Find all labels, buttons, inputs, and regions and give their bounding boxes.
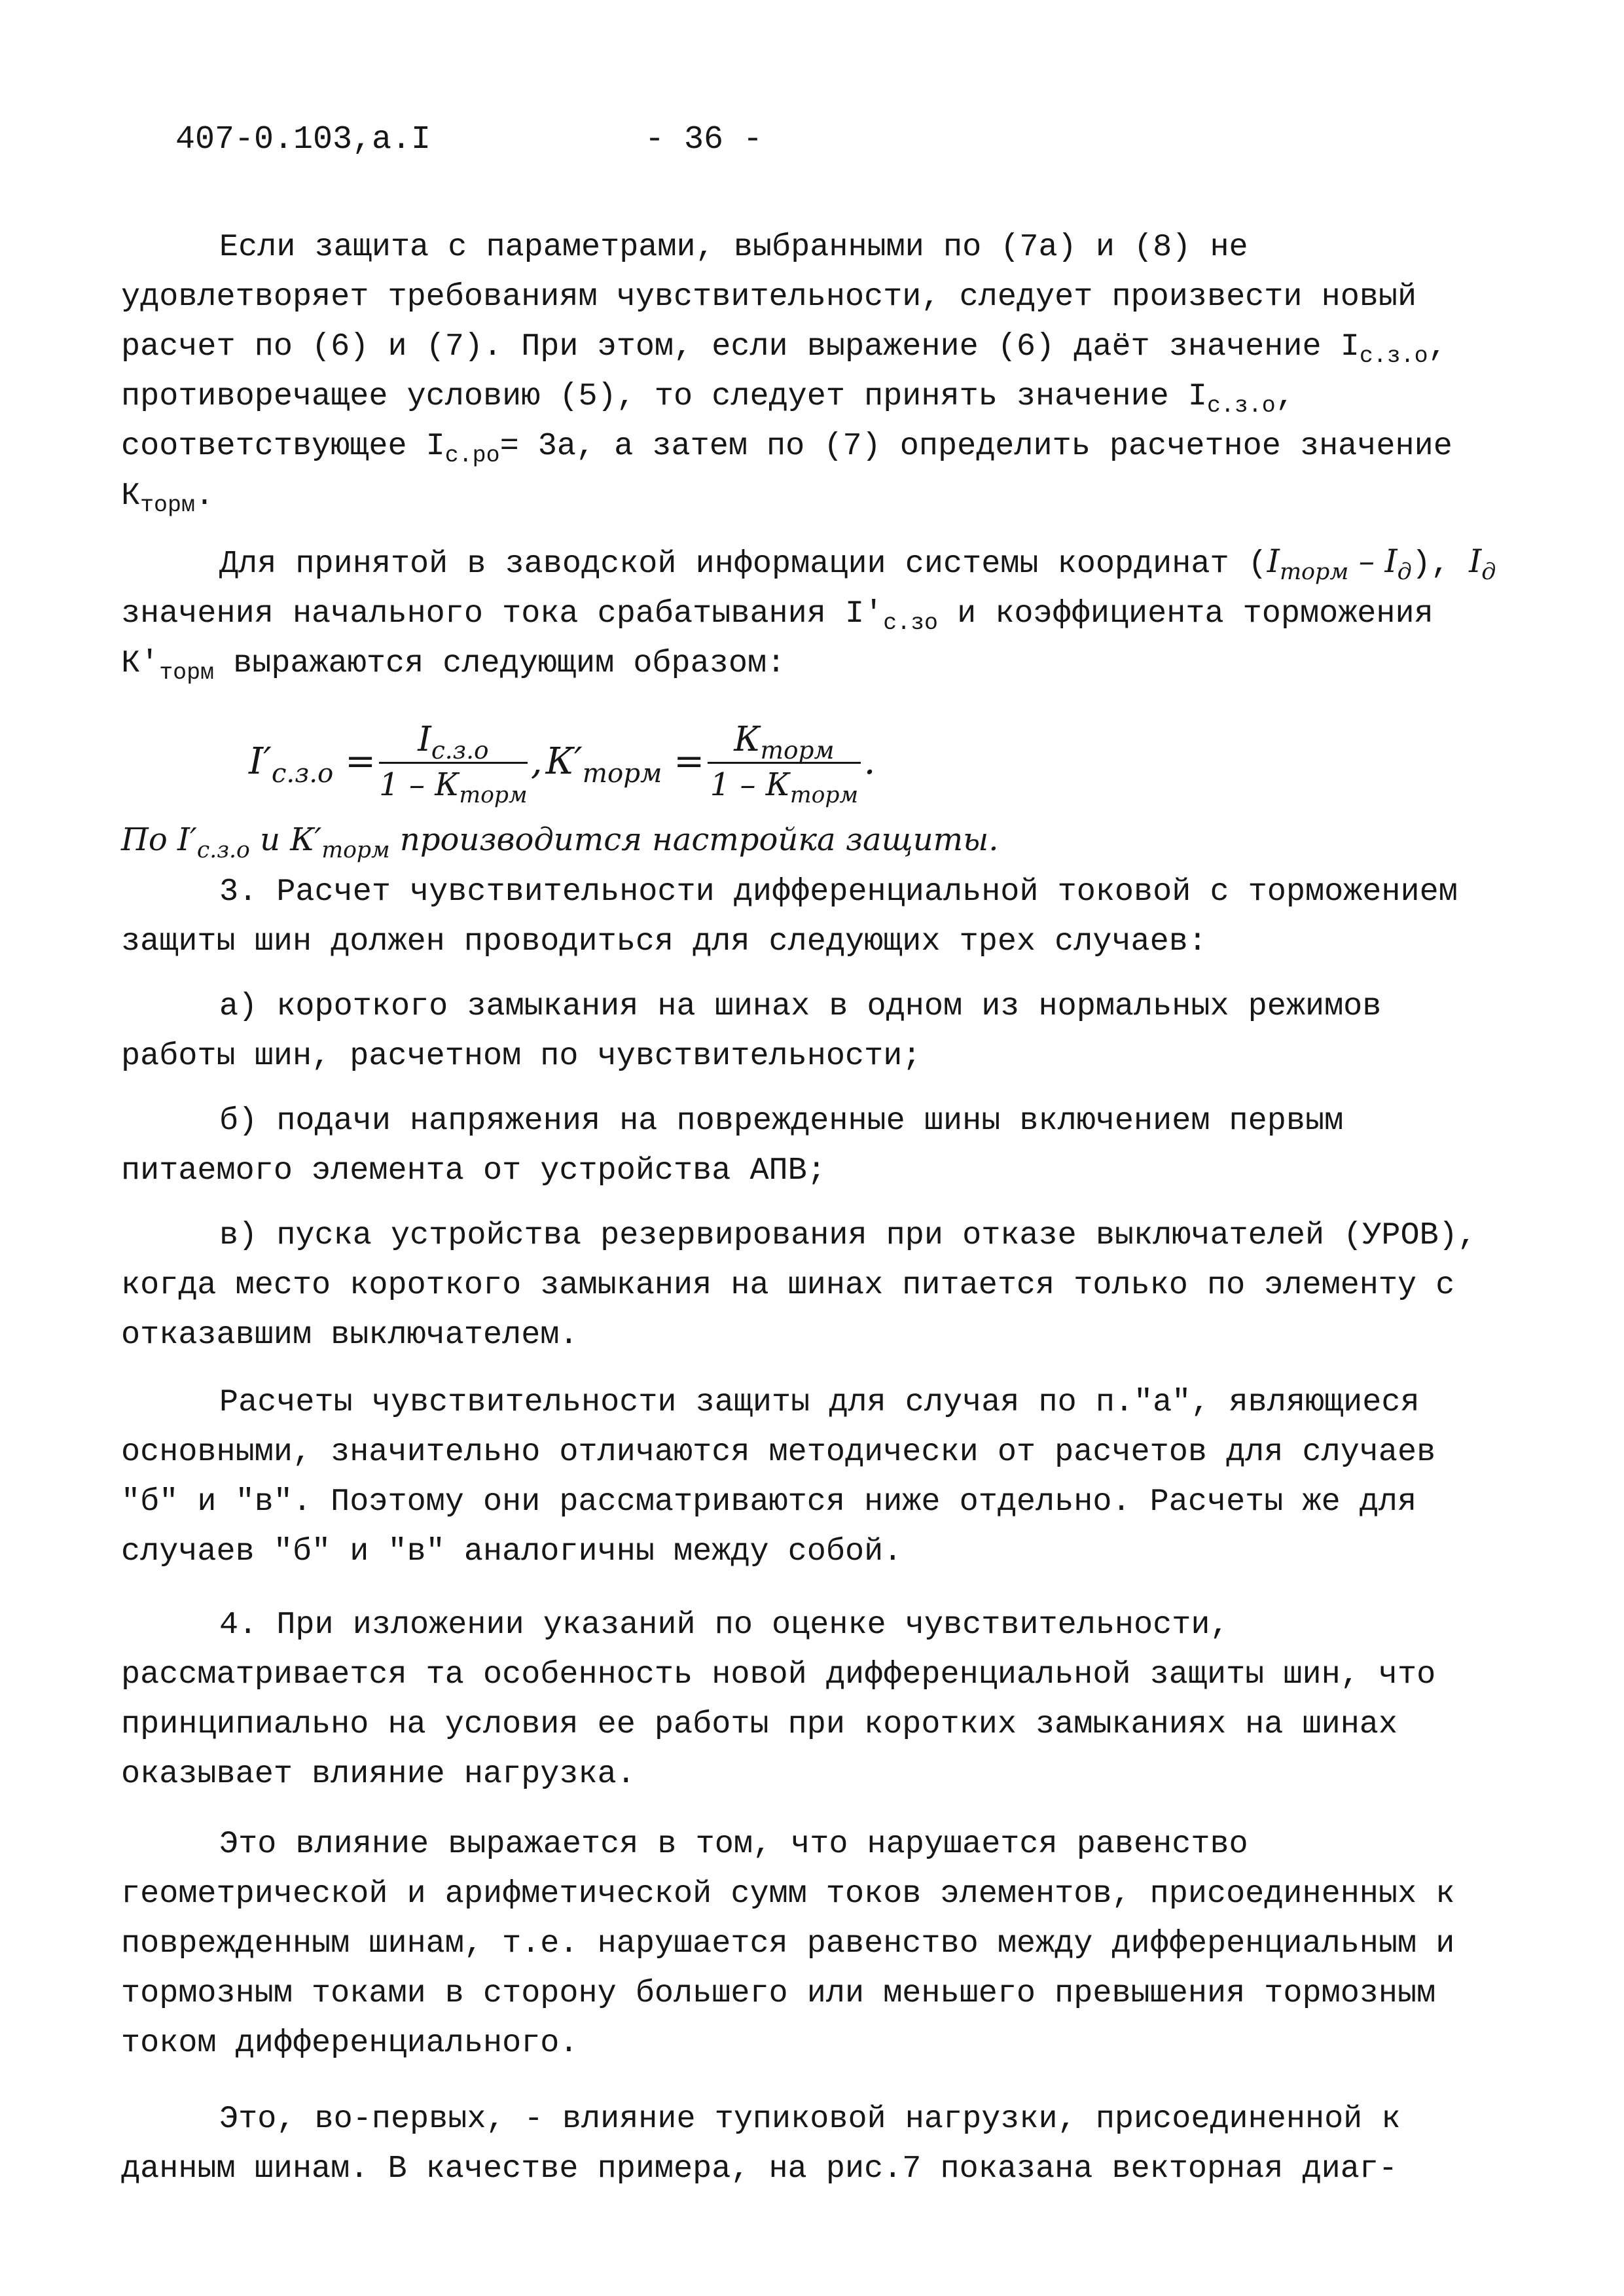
paragraph-6: Это влияние выражается в том, что нарушается равенство геометрической и арифметической сумм токов элементов, присоединенных к поврежденным шинам, т.е. нарушается равенство между дифференциальным и тормозным токами в сторону большего или меньшего превышения тормозным током дифференциального. — [121, 1826, 1455, 2061]
fraction-1: $\frac{I_{с.з.о}}{1 - К_{торм}}$ — [379, 720, 528, 809]
handwritten-note: По $I'_{с.з.о}$ и $К'_{торм}$ производится настройка защиты. — [121, 821, 999, 864]
paragraph-1: Если защита с параметрами, выбранными по (7а) и (8) не удовлетворяет требованиям чувствительности, следует произвести новый расчет по (6) и (7). При этом, если выражение (6) даёт значение $I_{с.з.о}$, противоречащее условию (5), то следует принять значение $I_{с.з.о}$, соответствующее $I_{с.ро}= 3а$, а затем по (7) определить расчетное значение $К_{торм}$. — [121, 229, 1453, 519]
page-number: - 36 - — [645, 121, 763, 158]
list-item-a: а) короткого замыкания на шинах в одном из нормальных режимов работы шин, расчетном по чувствительности; — [121, 988, 1382, 1074]
paragraph-7: Это, во-первых, - влияние тупиковой нагрузки, присоединенной к данным шинам. В качестве примера, на рис.7 показана векторная диаг- — [121, 2101, 1401, 2187]
paragraph-5: 4. При изложении указаний по оценке чувствительности, рассматривается та особенность новой дифференциальной защиты шин, что принципиально на условия ее работы при коротких замыканиях на шинах оказывает влияние нагрузка. — [121, 1607, 1436, 1792]
paragraph-4: Расчеты чувствительности защиты для случая по п."а", являющиеся основными, значительно отличаются методически от расчетов для случаев "б" и "в". Поэтому они рассматриваются ниже отдельно. Расчеты же для случаев "б" и "в" аналогичны между собой. — [121, 1384, 1436, 1570]
fraction-2: $\frac{К_{торм}}{1 - К_{торм}}$ — [708, 720, 860, 803]
paragraph-3: 3. Расчет чувствительности дифференциальной токовой с торможением защиты шин должен проводиться для следующих трех случаев: — [121, 874, 1458, 960]
document-code: 407-0.103,а.I — [175, 121, 431, 158]
handwritten-symbol: $I_{торм} - I_д$ — [1267, 543, 1412, 586]
list-item-b: б) подачи напряжения на поврежденные шины включением первым питаемого элемента от устройства АПВ; — [121, 1103, 1344, 1189]
paragraph-2: Для принятой в заводской информации системы координат $(I_{торм} - I_д)$, $I_д$ значения начального тока срабатывания $I'_{с.зо}$ и коэффициента торможения $К'_{торм}$ выражаются следующим образом: — [121, 543, 1496, 687]
formula: $I'_{с.з.о}$ = $\frac{I_{с.з.о}}{1 - К_{торм}}$ , $К'_{торм}$ = $\frac{К_{торм}}{1 - К_{торм}}$ . — [249, 720, 876, 809]
list-item-c: в) пуска устройства резервирования при отказе выключателей (УРОВ), когда место короткого замыкания на шинах питается только по элементу с отказавшим выключателем. — [121, 1217, 1477, 1353]
handwritten-symbol: $I_д$ — [1469, 543, 1496, 586]
